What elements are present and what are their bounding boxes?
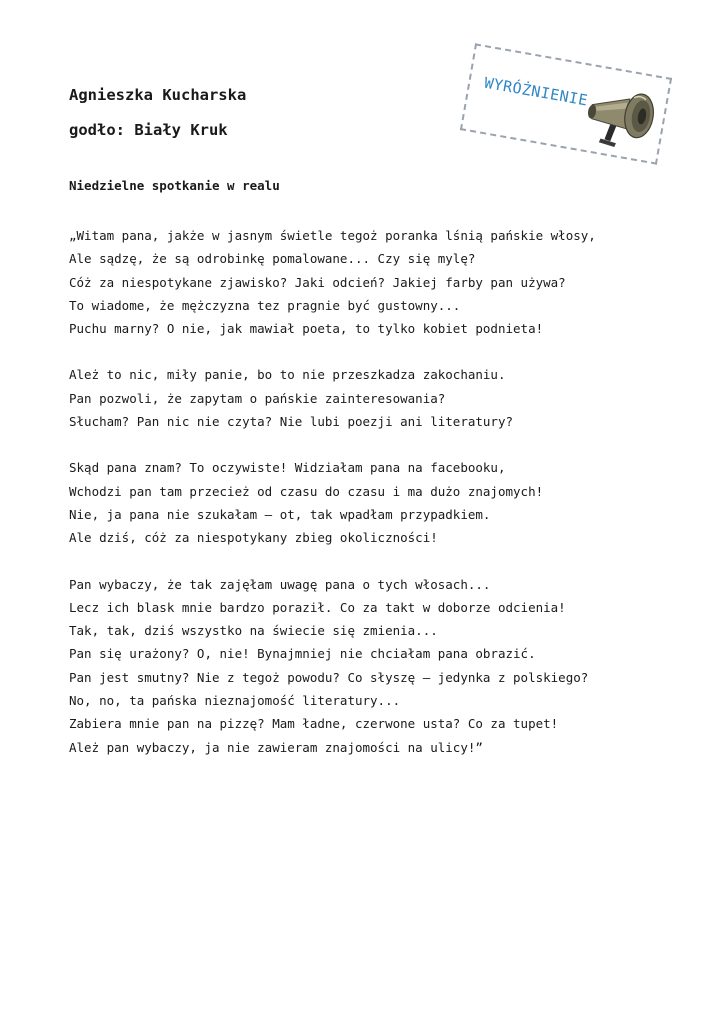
stanza [69, 573, 709, 759]
megaphone-icon [576, 70, 671, 163]
poem-line: Pan pozwoli, że zapytam o pańskie zainteresowania? [69, 390, 446, 406]
stanza [69, 224, 709, 340]
poem-title: Niedzielne spotkanie w realu [69, 178, 280, 193]
poem-line: Puchu marny? O nie, jak mawiał poeta, to tylko kobiet podnieta! [69, 321, 544, 337]
poem-line: Wchodzi pan tam przecież od czasu do czasu i ma dużo znajomych! [69, 483, 544, 499]
poem-line: „Witam pana, jakże w jasnym świetle tegoż poranka lśnią pańskie włosy, [69, 228, 596, 243]
stanza [69, 456, 709, 549]
poem-line: Ale sądzę, że są odrobinkę pomalowane... Czy się mylę? [69, 251, 476, 267]
poem-line: To wiadome, że mężczyzna tez pragnie być gustowny... [69, 297, 461, 313]
poem-line: Słucham? Pan nic nie czyta? Nie lubi poezji ani literatury? [69, 414, 514, 430]
author-name: Agnieszka Kucharska [69, 86, 247, 104]
poem-line: Ależ to nic, miły panie, bo to nie przeszkadza zakochaniu. [69, 367, 506, 383]
poem-line: Pan wybaczy, że tak zajęłam uwagę pana o tych włosach... [69, 576, 491, 592]
poem-line: Skąd pana znam? To oczywiste! Widziałam pana na facebooku, [69, 460, 506, 476]
poem-line: Lecz ich blask mnie bardzo poraził. Co za takt w doborze odcienia! [69, 599, 566, 615]
award-label: WYRÓŻNIENIE [482, 73, 590, 110]
motto: godło: Biały Kruk [69, 121, 228, 139]
award-stamp [460, 43, 672, 164]
poem-line: Pan się urażony? O, nie! Bynajmniej nie chciałam pana obrazić. [69, 646, 536, 662]
poem-line: Pan jest smutny? Nie z tegoż powodu? Co słyszę – jedynka z polskiego? [69, 669, 589, 685]
poem-line: Nie, ja pana nie szukałam – ot, tak wpadłam przypadkiem. [69, 506, 491, 522]
poem-body [69, 224, 709, 782]
stanza [69, 363, 709, 433]
poem-line: Tak, tak, dziś wszystko na świecie się zmienia... [69, 623, 438, 639]
poem-line: Cóż za niespotykane zjawisko? Jaki odcień? Jakiej farby pan używa? [69, 274, 566, 290]
poem-line: Zabiera mnie pan na pizzę? Mam ładne, czerwone usta? Co za tupet! [69, 716, 559, 732]
poem-line: Ale dziś, cóż za niespotykany zbieg okoliczności! [69, 530, 438, 546]
poem-line: Ależ pan wybaczy, ja nie zawieram znajomości na ulicy!” [69, 739, 483, 755]
poem-line: No, no, ta pańska nieznajomość literatury... [69, 693, 401, 709]
